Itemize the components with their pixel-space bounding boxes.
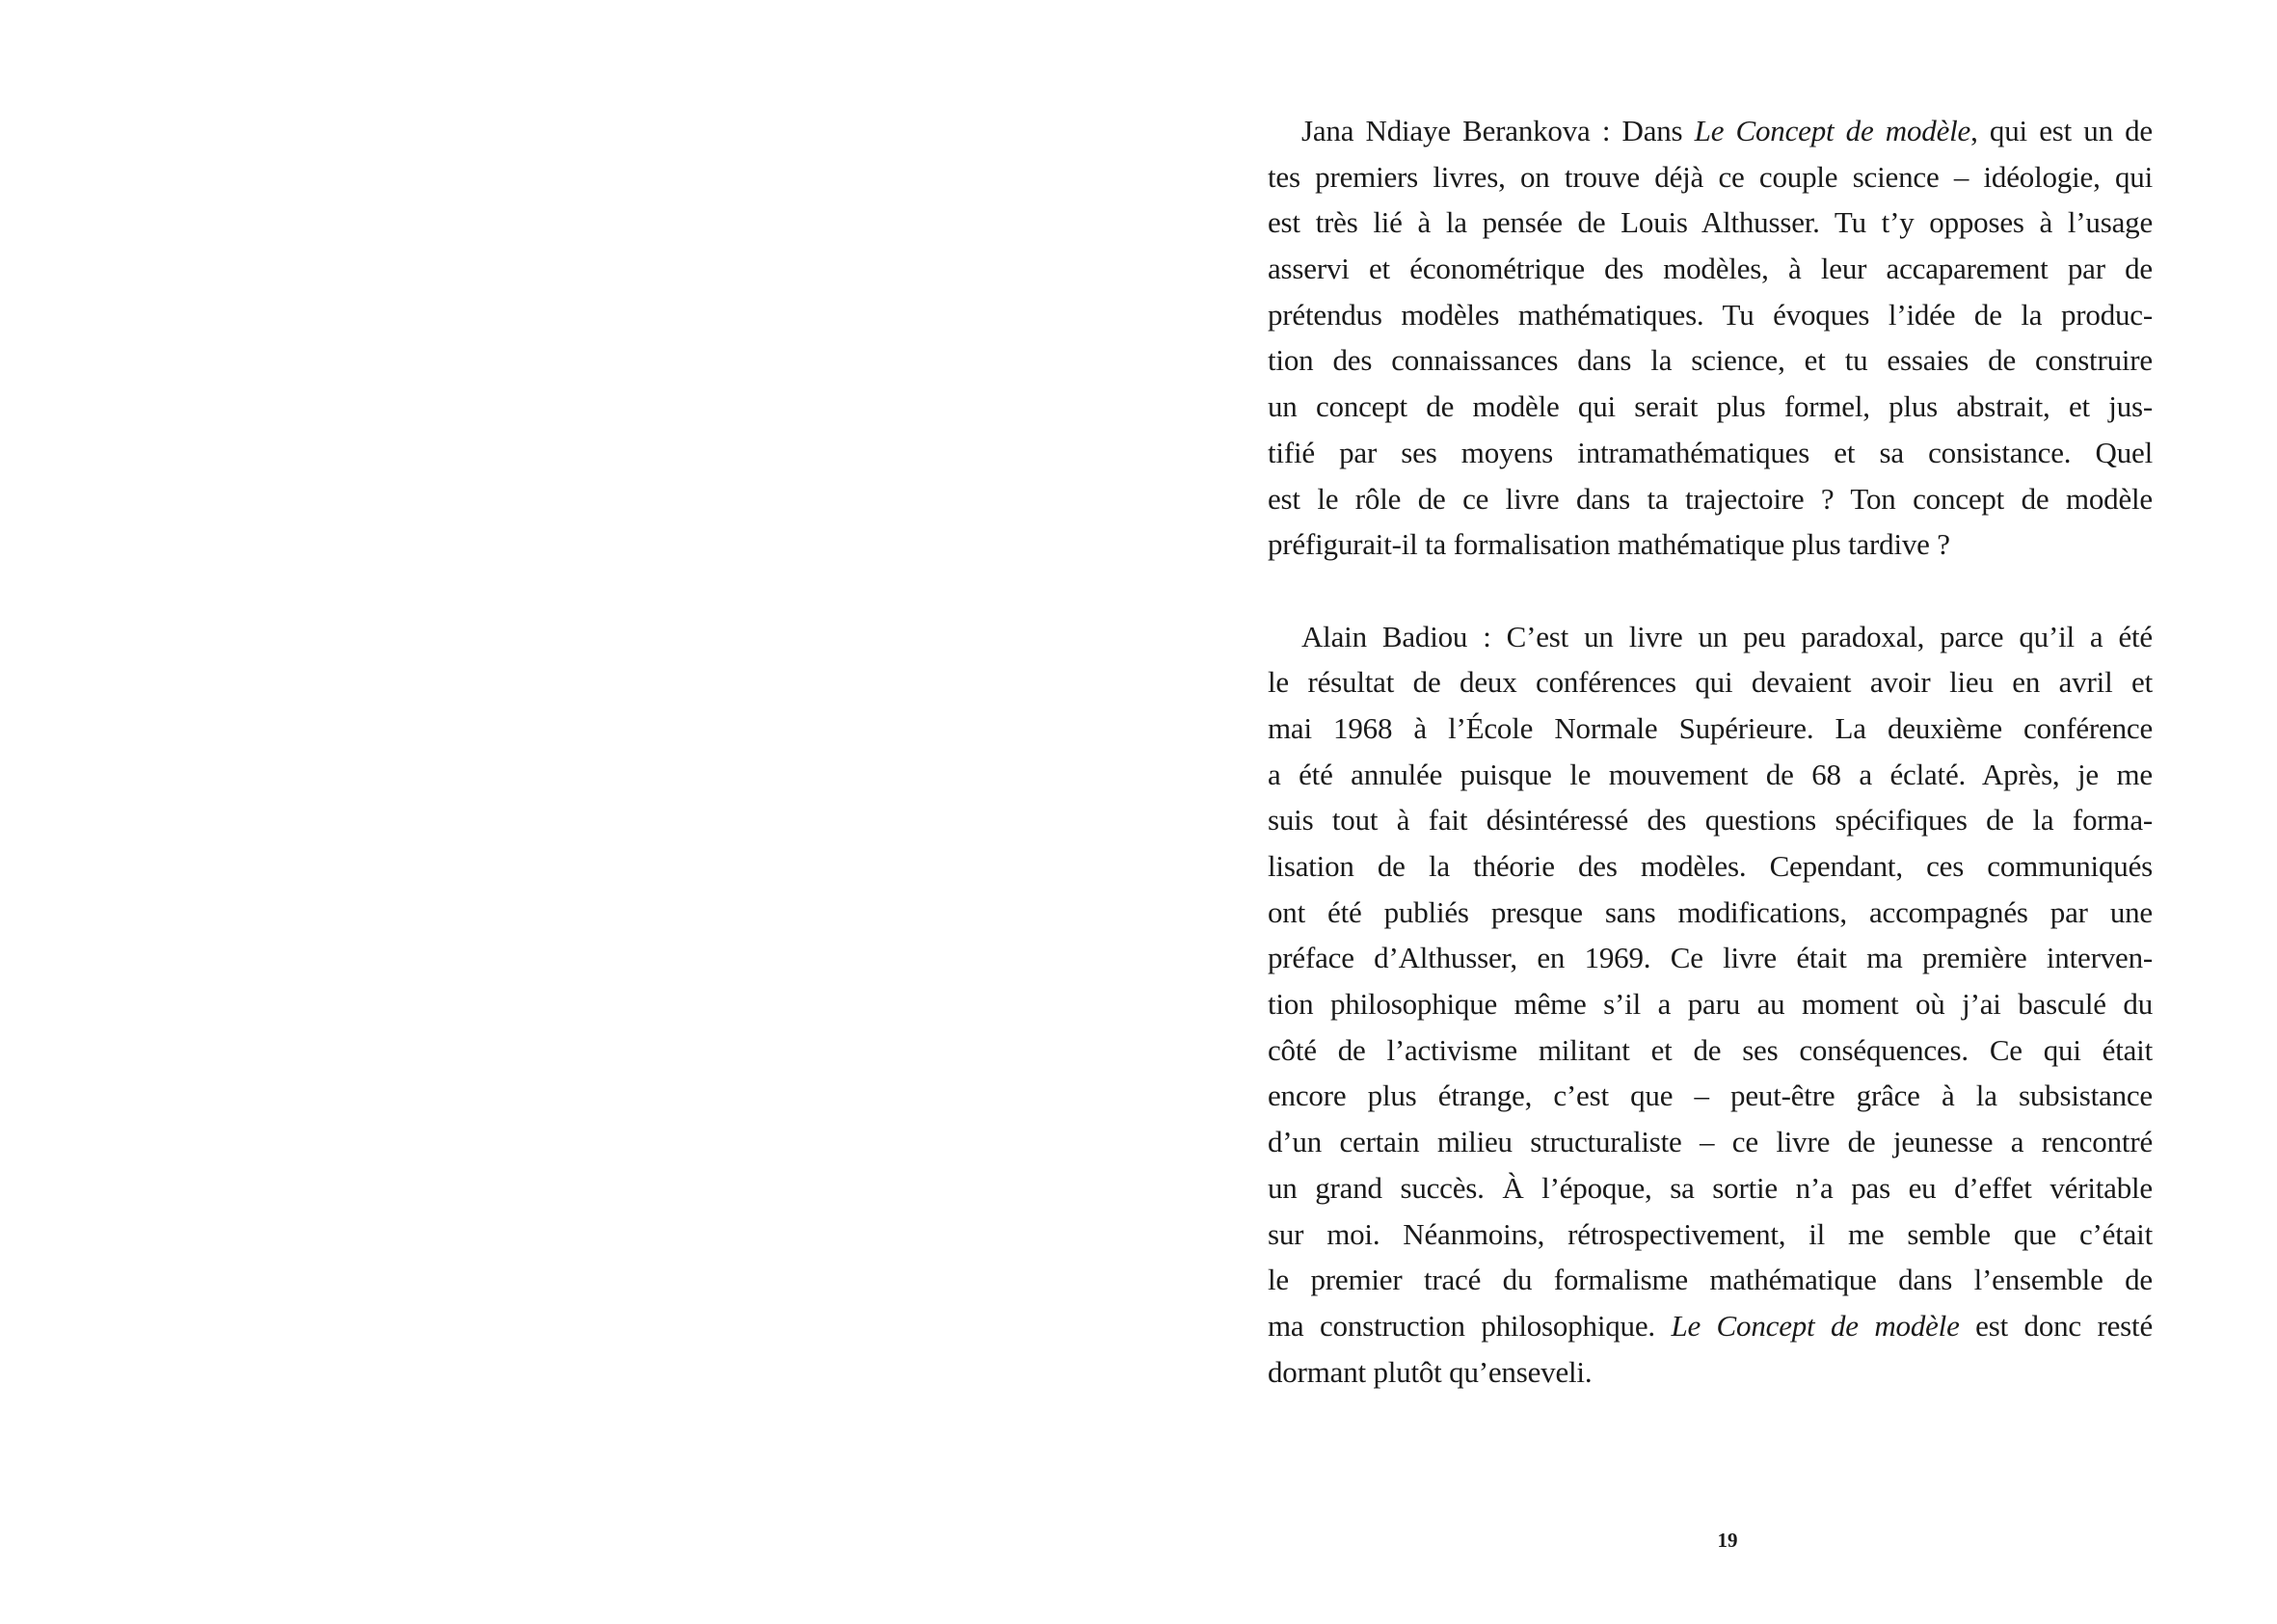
text-line xyxy=(1268,200,2153,246)
text-segment: suis tout à fait désintéressé des questions spécifiques de la forma- xyxy=(1268,803,2153,838)
text-line xyxy=(1268,246,2153,292)
text-segment: est très lié à la pensée de Louis Althusser. Tu t’y opposes à l’usage xyxy=(1268,205,2153,240)
text-segment: ma construction philosophique. xyxy=(1268,1308,1672,1343)
text-line xyxy=(1268,890,2153,936)
text-line xyxy=(1268,843,2153,890)
text-line xyxy=(1268,659,2153,706)
text-segment: a été annulée puisque le mouvement de 68 a éclaté. Après, je me xyxy=(1268,757,2153,791)
text-segment: préface d’Althusser, en 1969. Ce livre était ma première interven- xyxy=(1268,941,2153,975)
text-line xyxy=(1268,1073,2153,1119)
text-segment: est le rôle de ce livre dans ta trajectoire ? Ton concept de modèle xyxy=(1268,481,2153,516)
text-segment: tion des connaissances dans la science, et tu essaies de construire xyxy=(1268,343,2153,378)
text-segment: , qui est un de xyxy=(1970,114,2153,147)
text-line xyxy=(1268,476,2153,522)
text-line xyxy=(1268,108,2153,154)
text-segment: le premier tracé du formalisme mathématique dans l’ensemble de xyxy=(1268,1263,2153,1297)
text-line xyxy=(1268,1211,2153,1258)
text-line xyxy=(1268,1165,2153,1211)
text-segment: le résultat de deux conférences qui devaient avoir lieu en avril et xyxy=(1268,665,2153,700)
text-segment: asservi et économétrique des modèles, à leur accaparement par de xyxy=(1268,252,2153,286)
text-segment: Jana Ndiaye Berankova : Dans xyxy=(1301,114,1695,147)
text-line xyxy=(1268,1349,2153,1396)
text-segment: ont été publiés presque sans modifications, accompagnés par une xyxy=(1268,894,2153,929)
text-line xyxy=(1268,430,2153,476)
text-line xyxy=(1268,1119,2153,1165)
text-segment: un concept de modèle qui serait plus formel, plus abstrait, et jus- xyxy=(1268,389,2153,424)
text-line xyxy=(1268,797,2153,843)
text-line xyxy=(1268,521,2153,568)
text-segment: encore plus étrange, c’est que – peut-être grâce à la subsistance xyxy=(1268,1078,2153,1113)
book-title: Le Concept de modèle xyxy=(1694,114,1971,147)
text-line xyxy=(1268,981,2153,1027)
text-line xyxy=(1268,1027,2153,1074)
text-segment: un grand succès. À l’époque, sa sortie n’a pas eu d’effet véritable xyxy=(1268,1170,2153,1205)
paragraph-2 xyxy=(1268,614,2153,1396)
text-segment: mai 1968 à l’École Normale Supérieure. La deuxième conférence xyxy=(1268,710,2153,745)
text-line xyxy=(1268,706,2153,752)
text-segment: tifié par ses moyens intramathématiques et sa consistance. Quel xyxy=(1268,435,2153,469)
text-segment: d’un certain milieu structuraliste – ce livre de jeunesse a rencontré xyxy=(1268,1125,2153,1159)
text-segment: préfigurait-il ta formalisation mathématique plus tardive ? xyxy=(1268,527,1950,562)
book-title: Le Concept de modèle xyxy=(1671,1308,1960,1343)
text-line xyxy=(1268,384,2153,430)
text-segment: sur moi. Néanmoins, rétrospectivement, il me semble que c’était xyxy=(1268,1216,2153,1251)
text-line xyxy=(1268,1257,2153,1303)
text-line xyxy=(1268,154,2153,200)
text-line xyxy=(1268,614,2153,660)
text-line xyxy=(1268,1303,2153,1349)
text-segment: lisation de la théorie des modèles. Cependant, ces communiqués xyxy=(1268,849,2153,883)
text-segment: tes premiers livres, on trouve déjà ce couple science – idéologie, qui xyxy=(1268,159,2153,194)
paragraph-1 xyxy=(1268,108,2153,568)
page-number: 19 xyxy=(1717,1529,1738,1552)
text-segment: prétendus modèles mathématiques. Tu évoques l’idée de la produc- xyxy=(1268,297,2153,332)
text-line xyxy=(1268,935,2153,981)
text-segment: Alain Badiou : C’est un livre un peu paradoxal, parce qu’il a été xyxy=(1301,619,2153,653)
text-segment: côté de l’activisme militant et de ses conséquences. Ce qui était xyxy=(1268,1032,2153,1067)
text-line xyxy=(1268,752,2153,798)
text-line xyxy=(1268,337,2153,384)
text-segment: tion philosophique même s’il a paru au moment où j’ai basculé du xyxy=(1268,987,2153,1022)
text-segment: est donc resté xyxy=(1959,1308,2154,1343)
text-segment: dormant plutôt qu’enseveli. xyxy=(1268,1354,1593,1389)
text-column xyxy=(1268,108,2153,1441)
text-line xyxy=(1268,292,2153,338)
